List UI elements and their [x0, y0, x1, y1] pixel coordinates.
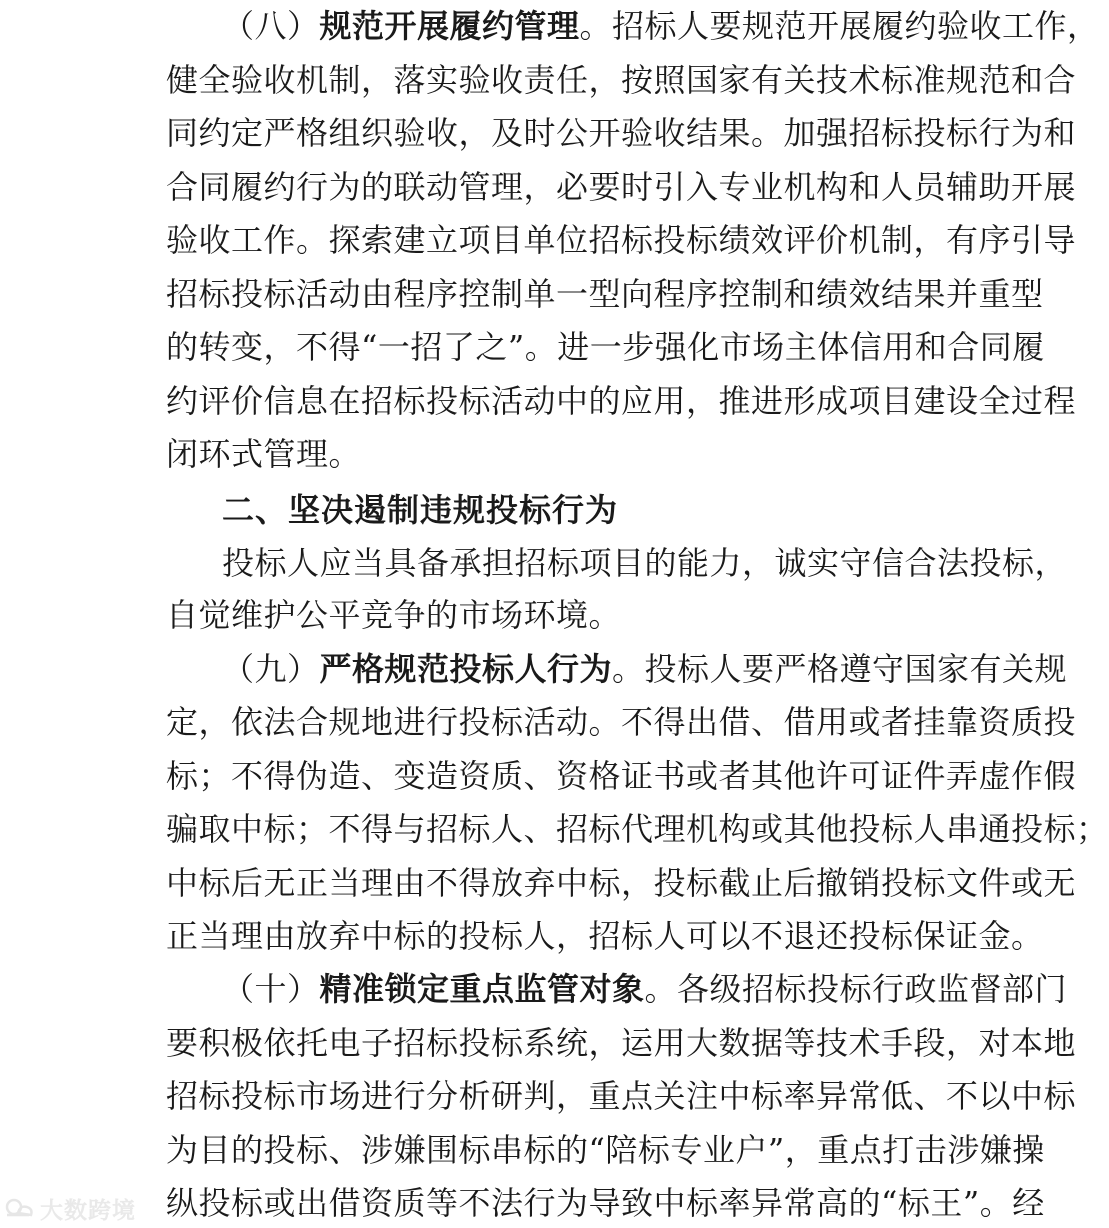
sun-cloud-logo-icon — [4, 1195, 34, 1221]
section8-line: 招标投标活动由程序控制单一型向程序控制和绩效结果并重型 — [166, 275, 1044, 313]
section8-prefix: （八） — [222, 7, 320, 45]
section9-title: 严格规范投标人行为 — [319, 650, 613, 688]
section10-line: 要积极依托电子招标投标系统，运用大数据等技术手段，对本地 — [166, 1024, 1077, 1062]
section9-line: 正当理由放弃中标的投标人，招标人可以不退还投标保证金。 — [166, 917, 1044, 955]
section8-line: 同约定严格组织验收，及时公开验收结果。加强招标投标行为和 — [166, 114, 1077, 152]
section10-first-rest: 。各级招标投标行政监督部门 — [644, 970, 1068, 1008]
watermark — [4, 1192, 136, 1224]
section8-title: 规范开展履约管理 — [319, 7, 580, 45]
section10-line: 纵投标或出借资质等不法行为导致中标率异常高的“标王”。经 — [166, 1184, 1045, 1222]
section-heading: 二、坚决遏制违规投标行为 — [222, 491, 619, 529]
section9-line: 定，依法合规地进行投标活动。不得出借、借用或者挂靠资质投 — [166, 703, 1077, 741]
section8-line: 验收工作。探索建立项目单位招标投标绩效评价机制，有序引导 — [166, 221, 1077, 259]
section8-line: 约评价信息在招标投标活动中的应用，推进形成项目建设全过程 — [166, 382, 1077, 420]
section10-line: 招标投标市场进行分析研判，重点关注中标率异常低、不以中标 — [166, 1077, 1077, 1115]
section10-prefix: （十） — [222, 970, 320, 1008]
watermark-text: 大数跨境 — [40, 1197, 136, 1224]
section9-line: 中标后无正当理由不得放弃中标，投标截止后撤销投标文件或无 — [166, 864, 1077, 902]
section9-line: 标；不得伪造、变造资质、资格证书或者其他许可证件弄虚作假 — [166, 757, 1077, 795]
intro-line: 投标人应当具备承担招标项目的能力，诚实守信合法投标， — [222, 544, 1068, 582]
section10-line: 为目的投标、涉嫌围标串标的“陪标专业户”，重点打击涉嫌操 — [166, 1131, 1045, 1169]
section8-line: 闭环式管理。 — [166, 435, 362, 473]
section9-first-rest: 。投标人要严格遵守国家有关规 — [612, 650, 1068, 688]
intro-line: 自觉维护公平竞争的市场环境。 — [166, 596, 622, 634]
section8-line: 健全验收机制，落实验收责任，按照国家有关技术标准规范和合 — [166, 61, 1077, 99]
section8-first-rest: 。招标人要规范开展履约验收工作， — [579, 7, 1100, 45]
section10-title: 精准锁定重点监管对象 — [319, 970, 645, 1008]
section9-prefix: （九） — [222, 650, 320, 688]
section8-first-line — [222, 6, 1100, 46]
section10-first-line — [222, 969, 1068, 1009]
section8-line: 的转变，不得“一招了之”。进一步强化市场主体信用和合同履 — [166, 328, 1045, 366]
section8-line: 合同履约行为的联动管理，必要时引入专业机构和人员辅助开展 — [166, 168, 1077, 206]
section9-first-line — [222, 649, 1068, 689]
section9-line: 骗取中标；不得与招标人、招标代理机构或其他投标人串通投标； — [166, 810, 1109, 848]
